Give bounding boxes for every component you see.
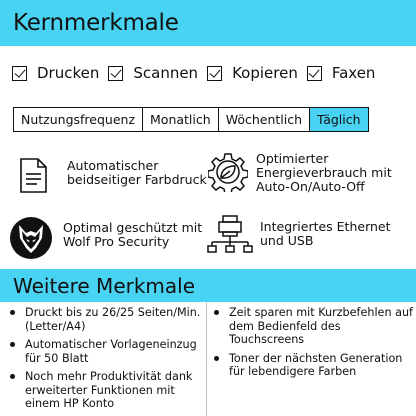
usage-frequency-tabs [13, 107, 369, 132]
feature-duplex-color [13, 155, 207, 195]
tab-weekly[interactable]: Wöchentlich [219, 108, 310, 131]
list-item-line: Toner der nächsten Generation [229, 351, 403, 365]
wolf-shield-icon [9, 216, 53, 260]
gear-leaf-icon [208, 152, 248, 192]
feature-text [260, 220, 391, 248]
list-item-line: Noch mehr Produktivität dank [25, 370, 193, 383]
frequency-label: Nutzungsfrequenz [14, 108, 143, 131]
function-label: Faxen [331, 64, 376, 82]
more-features-right [209, 306, 414, 384]
function-scan [108, 64, 198, 82]
feature-energy [208, 152, 392, 194]
list-item [5, 306, 205, 333]
list-item-line: dem Bedienfeld des [229, 319, 341, 333]
function-copy [207, 64, 298, 82]
feature-line: beidseitiger Farbdruck [67, 172, 207, 187]
list-item-line: Touchscreens [229, 333, 305, 346]
list-item-line: Automatischer Vorlageneinzug [25, 338, 197, 351]
list-item [209, 352, 414, 379]
tab-monthly[interactable]: Monatlich [143, 108, 219, 131]
list-item [5, 370, 205, 411]
section-title: Weitere Merkmale [13, 273, 196, 298]
section-header [0, 269, 416, 302]
document-icon [13, 155, 53, 195]
list-item [5, 338, 205, 365]
feature-text [63, 221, 202, 249]
checkmark-icon [307, 66, 322, 81]
checkmark-icon [207, 66, 222, 81]
feature-wolf-security [9, 216, 202, 260]
list-item-line: erweiterter Funktionen mit [25, 383, 175, 397]
more-features-left [5, 306, 205, 416]
feature-line: Integriertes Ethernet [260, 219, 391, 234]
list-item-line: (Letter/A4) [25, 319, 86, 333]
function-print [12, 64, 99, 82]
checkmark-icon [108, 66, 123, 81]
list-item-line: einem HP Konto [25, 397, 115, 410]
feature-text [256, 152, 392, 194]
list-item-line: für lebendigere Farben [229, 365, 357, 378]
header-bar [0, 0, 416, 46]
page-title: Kernmerkmale [13, 10, 179, 36]
function-fax [307, 64, 376, 82]
feature-line: Optimal geschützt mit [63, 220, 203, 235]
tab-daily[interactable]: Täglich [310, 108, 368, 131]
list-item [209, 306, 414, 347]
feature-line: Automatischer [67, 158, 159, 173]
list-item-line: Zeit sparen mit Kurzbefehlen auf [229, 306, 413, 319]
checkmark-icon [12, 66, 27, 81]
function-label: Drucken [37, 64, 100, 82]
feature-line: und USB [260, 233, 314, 248]
column-divider [206, 302, 207, 416]
network-printer-icon [206, 214, 254, 258]
function-label: Kopieren [232, 64, 298, 82]
feature-line: Energieverbrauch mit [256, 165, 392, 180]
list-item-line: Druckt bis zu 26/25 Seiten/Min. [25, 306, 201, 319]
feature-line: Optimierter [256, 151, 329, 166]
feature-ethernet-usb [206, 214, 391, 258]
function-list [12, 60, 408, 86]
list-item-line: für 50 Blatt [25, 351, 89, 365]
function-label: Scannen [133, 64, 199, 82]
feature-line: Wolf Pro Security [63, 234, 170, 249]
feature-text [67, 159, 207, 187]
feature-line: Auto-On/Auto-Off [256, 179, 365, 194]
